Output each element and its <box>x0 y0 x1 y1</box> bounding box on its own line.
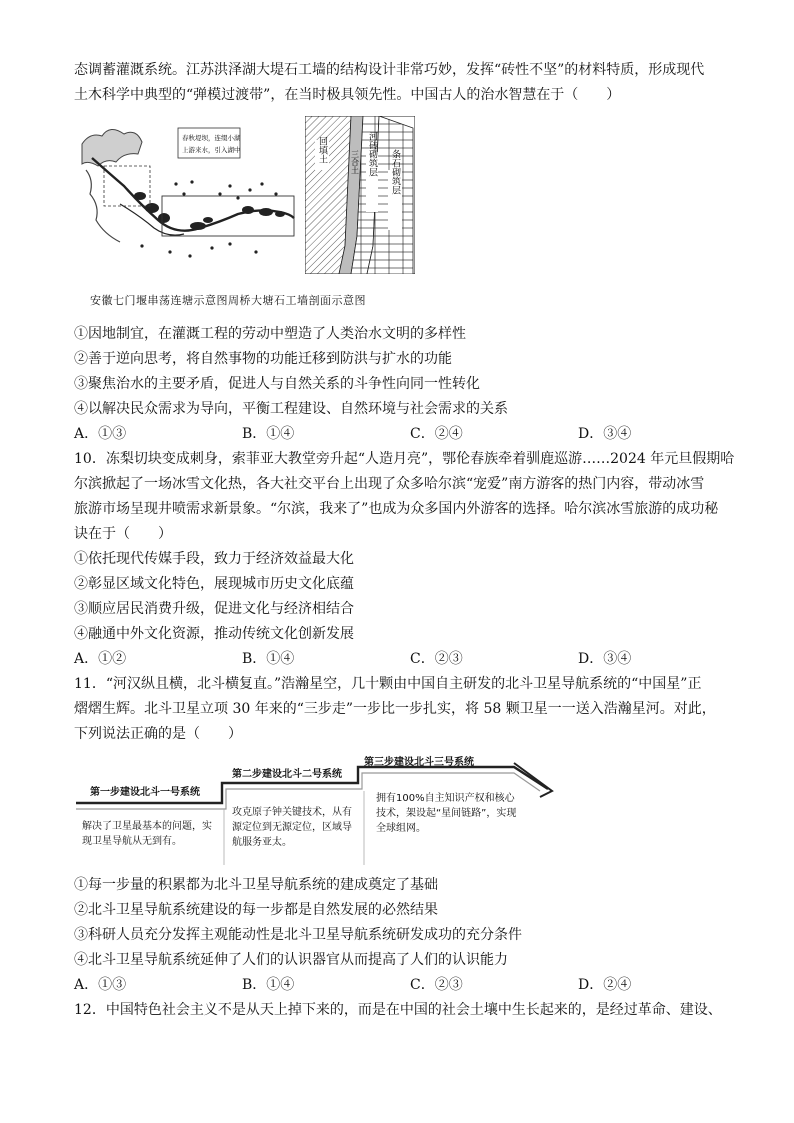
answer-choice-c[interactable]: C．②④ <box>410 426 463 442</box>
caption-left: 安徽七门堰串荡连塘示意图 <box>90 294 228 307</box>
answer-choice-c[interactable]: C．②③ <box>410 977 463 993</box>
stone-wall-section <box>305 116 415 274</box>
question-11-option: ②北斗卫星导航系统建设的每一步都是自然发展的必然结果 <box>74 902 438 918</box>
question-9 <box>74 58 724 447</box>
question-11-option: ①每一步量的积累都为北斗卫星导航系统的建成奠定了基础 <box>74 877 438 893</box>
answer-choice-d[interactable]: D．③④ <box>578 426 632 442</box>
answer-choice-a[interactable]: A．①② <box>74 651 127 667</box>
question-11-stem-line: 下列说法正确的是（ ） <box>74 726 242 742</box>
question-9-option: ④以解决民众需求为导向，平衡工程建设、自然环境与社会需求的关系 <box>74 401 508 417</box>
question-10-stem-line: 诀在于（ ） <box>74 526 172 542</box>
question-9-answers <box>74 422 724 447</box>
question-10 <box>74 447 735 672</box>
question-9-intro-line: 态调蓄灌溉系统。江苏洪泽湖大堤石工墙的结构设计非常巧妙，发挥“砖性不坚”的材料特质，形成现代 <box>74 62 705 78</box>
question-9-option: ③聚焦治水的主要矛盾，促进人与自然关系的斗争性向同一性转化 <box>74 376 480 392</box>
wall-label-stone-layer: 条石砌筑层 <box>390 149 400 195</box>
step-1-desc: 解决了卫星最基本的问题，实现卫星导航从无到有。 <box>82 821 212 847</box>
question-9-intro-line: 土木科学中典型的“弹模过渡带”，在当时极具领先性。中国古人的治水智慧在于（ ） <box>74 87 621 103</box>
map-legend-text: 春秋堤坝，连缀小湖 <box>182 134 241 142</box>
answer-choice-a[interactable]: A．①③ <box>74 426 127 442</box>
step-3-title: 第三步建设北斗三号系统 <box>364 757 474 768</box>
step-2-desc: 攻克原子钟关键技术，从有源定位到无源定位，区域导航服务亚太。 <box>232 807 352 848</box>
question-9-option: ①因地制宜，在灌溉工程的劳动中塑造了人类治水文明的多样性 <box>74 326 466 342</box>
answer-choice-a[interactable]: A．①③ <box>74 977 127 993</box>
answer-choice-b[interactable]: B．①④ <box>242 426 295 442</box>
answer-choice-d[interactable]: D．③④ <box>578 651 632 667</box>
caption-right: 周桥大塘石工墙剖面示意图 <box>228 294 366 307</box>
question-10-option: ①依托现代传媒手段，致力于经济效益最大化 <box>74 551 354 567</box>
question-9-option: ②善于逆向思考，将自然事物的功能迁移到防洪与扩水的功能 <box>74 351 452 367</box>
question-11-answers <box>74 973 724 998</box>
question-10-option: ④融通中外文化资源，推动传统文化创新发展 <box>74 626 354 642</box>
answer-choice-b[interactable]: B．①④ <box>242 977 295 993</box>
figure-caption <box>90 292 366 308</box>
question-12 <box>74 998 724 1023</box>
answer-choice-c[interactable]: C．②③ <box>410 651 463 667</box>
qimen-weir-map <box>80 124 298 268</box>
question-11-option: ④北斗卫星导航系统延伸了人们的认识器官从而提高了人们的认识能力 <box>74 952 508 968</box>
question-10-stem-line: 10．冻梨切块变成刺身，索菲亚大教堂旁升起“人造月亮”，鄂伦春族牵着驯鹿巡游……2024 年元旦假期哈 <box>74 451 735 467</box>
question-10-option: ②彰显区域文化特色，展现城市历史文化底蕴 <box>74 576 354 592</box>
exam-page <box>74 58 735 1023</box>
question-10-stem-line: 尔滨掀起了一场冰雪文化热，各大社交平台上出现了众多哈尔滨“宠爱”南方游客的热门内容，带动冰雪 <box>74 476 705 492</box>
question-11-stem-line: 熠熠生辉。北斗卫星立项 30 年来的“三步走”一步比一步扎实，将 58 颗卫星一一送入浩瀚星河。对此， <box>74 701 716 717</box>
question-11-option: ③科研人员充分发挥主观能动性是北斗卫星导航系统研发成功的充分条件 <box>74 927 522 943</box>
question-11 <box>74 672 724 998</box>
map-legend-text: 上游来水，引入湖中 <box>182 146 241 154</box>
question-11-stem-line: 11．“河汉纵且横，北斗横复直。”浩瀚星空，几十颗由中国自主研发的北斗卫星导航系统的“中国星”正 <box>74 676 702 692</box>
step-1-title: 第一步建设北斗一号系统 <box>90 787 200 798</box>
answer-choice-d[interactable]: D．②④ <box>578 977 632 993</box>
step-3-desc: 拥有100%自主知识产权和核心技术，架设起“星间链路”，实现全球组网。 <box>376 793 517 834</box>
step-2-title: 第二步建设北斗二号系统 <box>232 769 342 780</box>
question-10-option: ③顺应居民消费升级，促进文化与经济相结合 <box>74 601 354 617</box>
question-10-stem-line: 旅游市场呈现井喷需求新景象。“尔滨，我来了”也成为众多国内外游客的选择。哈尔滨冰雪旅游的成功秘 <box>74 501 719 517</box>
answer-choice-b[interactable]: B．①④ <box>242 651 295 667</box>
question-9-figure <box>74 116 724 322</box>
wall-label-backfill: 回填土 <box>317 136 327 164</box>
question-12-stem-line: 12．中国特色社会主义不是从天上掉下来的，而是在中国的社会土壤中生长起来的，是经过革命、建设、 <box>74 1002 722 1018</box>
wall-label-lime-soil: 三合土 <box>350 150 360 174</box>
question-10-answers <box>74 647 724 672</box>
beidou-steps-figure <box>74 757 724 869</box>
wall-label-brick-layer: 河砖砌筑层 <box>367 131 377 177</box>
